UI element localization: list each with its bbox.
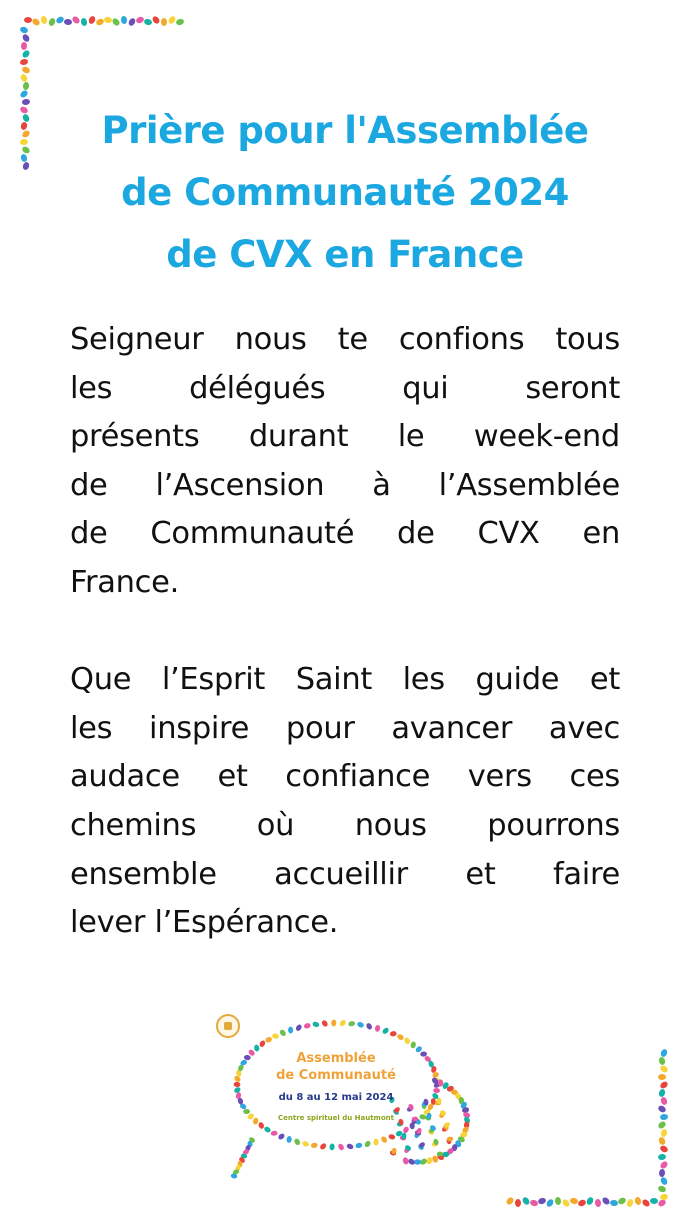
handprint-mark <box>660 1096 668 1106</box>
handprint-mark <box>167 15 177 25</box>
handprint-mark <box>660 1048 669 1058</box>
handprint-mark <box>659 1144 669 1153</box>
handprint-mark <box>19 58 28 66</box>
handprint-mark <box>19 26 29 34</box>
title-line: Prière pour l'Assemblée <box>101 109 589 152</box>
handprint-mark <box>21 49 31 59</box>
handprint-mark <box>20 153 28 162</box>
event-dates: du 8 au 12 mai 2024 <box>278 1092 394 1103</box>
handprint-mark <box>396 1033 404 1041</box>
handprint-mark <box>515 1199 521 1207</box>
handprint-mark <box>329 1143 335 1150</box>
handprint-mark <box>21 66 31 75</box>
handprint-mark <box>19 105 29 114</box>
handprint-mark <box>175 18 184 26</box>
handprint-mark <box>346 1143 354 1150</box>
event-title-line: de Communauté <box>276 1068 396 1083</box>
handprint-mark <box>22 113 31 123</box>
handprint-mark <box>22 99 31 106</box>
handprint-mark <box>529 1199 538 1207</box>
event-title-line: Assemblée <box>296 1051 376 1066</box>
handprint-mark <box>561 1198 571 1208</box>
handprint-mark <box>577 1199 587 1208</box>
handprint-mark <box>263 1126 271 1134</box>
handprint-mark <box>521 1196 531 1206</box>
handprint-mark <box>95 18 105 27</box>
handprint-mark <box>55 15 65 24</box>
handprint-mark <box>19 89 29 99</box>
handprint-mark <box>657 1120 667 1130</box>
handprint-mark <box>312 1021 320 1028</box>
handprint-mark <box>659 1160 669 1170</box>
handprint-mark <box>356 1021 364 1028</box>
handprint-mark <box>594 1199 601 1208</box>
handprint-mark <box>380 1135 388 1144</box>
handprint-mark <box>658 1136 667 1146</box>
handprint-mark <box>20 121 28 130</box>
prayer-body <box>70 316 620 996</box>
handprint-mark <box>20 139 28 145</box>
handprint-mark <box>659 1080 669 1090</box>
handprint-mark <box>121 16 128 25</box>
handprint-mark <box>375 1025 381 1032</box>
handprint-mark <box>433 1088 440 1094</box>
handprint-mark <box>626 1198 635 1208</box>
handprint-mark <box>48 17 56 27</box>
text-line: les inspire pour avancer avec <box>70 710 620 746</box>
handprint-mark <box>21 129 31 139</box>
handprint-mark <box>426 1156 433 1164</box>
handprint-mark <box>339 1019 347 1027</box>
event-venue: Centre spirituel du Hautmont <box>278 1114 394 1122</box>
handprint-mark <box>390 1031 397 1037</box>
text-line: chemins où nous pourrons <box>70 807 620 843</box>
bottom-right-handprint-border <box>502 1047 672 1216</box>
handprint-mark <box>31 17 41 27</box>
handprint-mark <box>585 1196 594 1206</box>
handprint-mark <box>403 1037 410 1045</box>
handprint-mark <box>660 1114 668 1121</box>
handprint-mark <box>601 1196 611 1206</box>
handprint-mark <box>348 1020 356 1026</box>
prayer-paragraph-2 <box>70 656 620 948</box>
handprint-mark <box>355 1142 363 1149</box>
handprint-mark <box>286 1136 292 1144</box>
handprint-mark <box>659 1064 669 1074</box>
handprint-mark <box>414 1159 421 1164</box>
text-line: de l’Ascension à l’Assemblée <box>70 467 620 503</box>
handprint-border-svg <box>502 1047 672 1212</box>
handprint-mark <box>104 16 113 23</box>
handprint-mark <box>310 1142 318 1148</box>
handprint-mark <box>271 1130 278 1136</box>
handprint-mark <box>658 1088 666 1097</box>
text-line: France. <box>70 564 180 600</box>
handprint-mark <box>24 17 32 23</box>
handprint-mark <box>258 1040 266 1048</box>
handprint-mark <box>641 1198 651 1208</box>
title-line: de Communauté 2024 <box>121 171 569 214</box>
handprint-mark <box>21 145 31 155</box>
handprint-mark <box>381 1027 389 1035</box>
handprint-mark <box>303 1022 311 1029</box>
handprint-mark <box>388 1133 396 1140</box>
handprint-mark <box>88 15 97 25</box>
handprint-mark <box>402 1157 409 1165</box>
handprint-mark <box>337 1143 345 1151</box>
handprint-mark <box>657 1104 667 1113</box>
handprint-mark <box>19 73 28 83</box>
text-line: les délégués qui seront <box>70 370 620 406</box>
handprint-mark <box>658 1074 666 1080</box>
handprint-mark <box>143 18 152 26</box>
handprint-mark <box>659 1169 666 1178</box>
handprint-mark <box>658 1153 667 1160</box>
handprint-mark <box>80 18 87 27</box>
handprint-mark <box>373 1139 378 1146</box>
handprint-mark <box>279 1029 287 1037</box>
handprint-mark <box>659 1176 668 1186</box>
handprint-mark <box>127 17 136 27</box>
handprint-mark <box>22 82 29 91</box>
handprint-mark <box>135 16 145 25</box>
text-line: lever l’Espérance. <box>70 905 339 941</box>
handprint-mark <box>617 1196 627 1205</box>
handprint-mark <box>537 1197 547 1205</box>
text-line: de Communauté de CVX en <box>70 516 620 552</box>
handprint-mark <box>301 1140 309 1148</box>
prayer-paragraph-1 <box>70 316 620 608</box>
handprint-mark <box>365 1022 373 1030</box>
title-line: de CVX en France <box>166 233 524 276</box>
handprint-mark <box>331 1020 336 1027</box>
handprint-mark <box>71 15 81 25</box>
handprint-mark <box>659 1193 668 1201</box>
handprint-mark <box>545 1198 554 1208</box>
handprint-mark <box>272 1033 280 1040</box>
text-line: audace et confiance vers ces <box>70 759 620 795</box>
handprint-mark <box>161 18 167 26</box>
text-line: présents durant le week-end <box>70 419 620 455</box>
handprint-mark <box>293 1138 301 1146</box>
text-line: Seigneur nous te confions tous <box>70 322 620 357</box>
handprint-mark <box>288 1027 293 1034</box>
handprint-mark <box>660 1128 668 1137</box>
handprint-mark <box>233 1082 240 1088</box>
handprint-mark <box>363 1140 371 1148</box>
handprint-mark <box>64 19 72 26</box>
handprint-mark <box>22 161 30 171</box>
handprint-mark <box>658 1056 666 1065</box>
event-logo <box>212 1010 482 1190</box>
handprint-mark <box>295 1023 303 1031</box>
handprint-mark <box>265 1036 273 1043</box>
handprint-mark <box>40 15 48 24</box>
handprint-mark <box>111 17 121 27</box>
handprint-mark <box>319 1142 327 1150</box>
text-line: Que l’Esprit Saint les guide et <box>70 662 620 698</box>
handprint-mark <box>555 1197 561 1205</box>
handprint-mark <box>21 42 28 50</box>
handprint-mark <box>410 1041 416 1049</box>
handprint-mark <box>277 1132 285 1140</box>
handprint-mark <box>243 1109 250 1114</box>
handprint-mark <box>610 1199 619 1206</box>
handprint-mark <box>321 1019 329 1027</box>
handprint-mark <box>569 1197 578 1205</box>
handprint-mark <box>151 15 161 25</box>
handprint-mark <box>402 1126 410 1134</box>
handprint-mark <box>657 1185 667 1194</box>
handprint-mark <box>21 33 30 43</box>
handprint-mark <box>650 1198 658 1204</box>
prayer-title <box>40 100 650 286</box>
event-logo-text <box>250 1050 422 1124</box>
text-line: ensemble accueillir et faire <box>70 856 620 892</box>
handprint-mark <box>634 1196 642 1205</box>
handprint-mark <box>505 1196 515 1206</box>
